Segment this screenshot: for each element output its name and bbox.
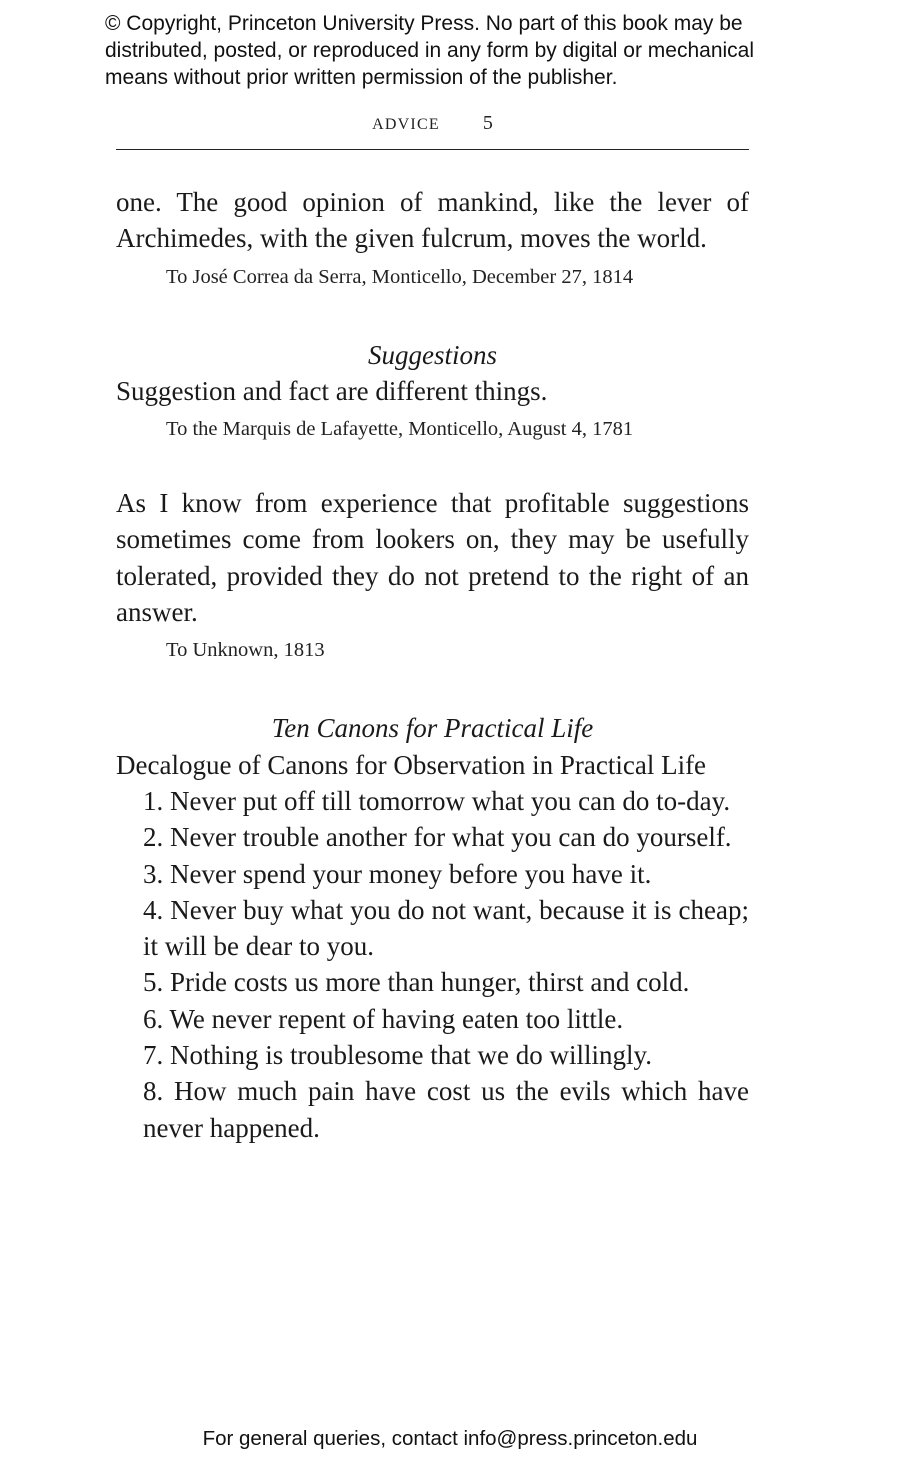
copyright-line-3: means without prior written permission of the publisher.: [105, 66, 618, 89]
copyright-line-2: distributed, posted, or reproduced in any form by digital or mechanical: [105, 39, 755, 62]
canon-item-5: 5. Pride costs us more than hunger, thirst and cold.: [143, 967, 690, 998]
canon-item-8: 8. How much pain have cost us the evils which have never happened.: [143, 1076, 749, 1143]
canon-item-2: 2. Never trouble another for what you can do yourself.: [143, 822, 732, 853]
running-head: [116, 112, 749, 135]
page-number: 5: [482, 112, 493, 134]
suggestions-quote-1: Suggestion and fact are different things.: [116, 375, 548, 406]
canon-item-3: 3. Never spend your money before you have it.: [143, 858, 652, 889]
opening-source: To José Correa da Serra, Monticello, December 27, 1814: [166, 265, 634, 288]
running-head-title: ADVICE: [372, 116, 440, 133]
canon-item-6: 6. We never repent of having eaten too little.: [143, 1003, 624, 1034]
suggestions-source-1: To the Marquis de Lafayette, Monticello, August 4, 1781: [166, 418, 634, 441]
canon-item-7: 7. Nothing is troublesome that we do willingly.: [143, 1040, 652, 1071]
page-body: [116, 184, 749, 1146]
copyright-line-1: © Copyright, Princeton University Press. No part of this book may be: [105, 12, 743, 35]
section-title-canons: Ten Canons for Practical Life: [271, 713, 594, 744]
footer-contact: For general queries, contact info@press.princeton.edu: [202, 1427, 698, 1450]
copyright-notice: [105, 10, 825, 91]
opening-paragraph: one. The good opinion of mankind, like the lever of Archimedes, with the given fulcrum, moves the world.: [116, 187, 749, 254]
header-rule: [116, 149, 749, 150]
canons-intro: Decalogue of Canons for Observation in Practical Life: [116, 749, 707, 780]
canon-list: [116, 783, 749, 1146]
canon-item-1: 1. Never put off till tomorrow what you can do to-day.: [143, 785, 731, 816]
suggestions-quote-2: As I know from experience that profitable suggestions sometimes come from lookers on, they may be usefully tolerated, provided they do not pretend to the right of an answer.: [116, 488, 749, 628]
suggestions-source-2: To Unknown, 1813: [166, 639, 325, 662]
section-title-suggestions: Suggestions: [367, 339, 497, 370]
canon-item-4: 4. Never buy what you do not want, because it is cheap; it will be dear to you.: [143, 894, 749, 962]
